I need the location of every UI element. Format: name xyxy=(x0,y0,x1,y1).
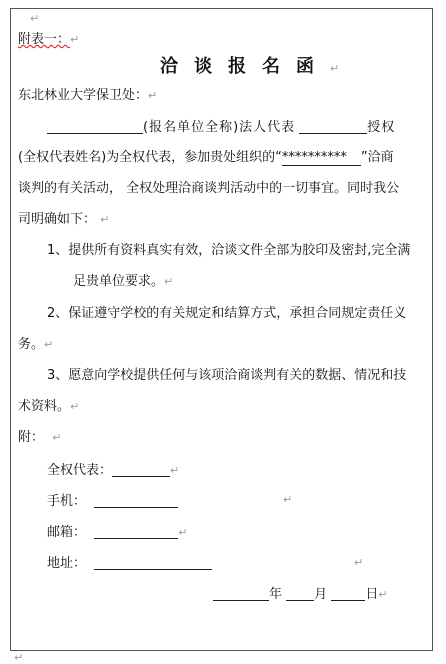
paragraph-mark: ↵ xyxy=(283,493,293,506)
title-line xyxy=(160,52,339,78)
appendix-label: 附： xyxy=(18,430,45,445)
paragraph-mark: ↵ xyxy=(70,400,80,413)
item-3-text: 术资料。 xyxy=(18,399,71,414)
paragraph-mark: ↵ xyxy=(44,338,54,351)
intro-part1: (报名单位全称)法人代表 xyxy=(143,120,296,135)
paragraph-mark: ↵ xyxy=(14,651,24,664)
item-2-line-2 xyxy=(18,337,53,352)
paragraph-mark: ↵ xyxy=(148,89,158,102)
year-label: 年 xyxy=(269,587,283,602)
paragraph-mark: ↵ xyxy=(170,464,180,477)
paragraph-mark: ↵ xyxy=(178,526,188,539)
salutation: 东北林业大学保卫处： xyxy=(18,88,149,103)
project-placeholder[interactable]: ********** xyxy=(282,150,361,166)
salutation-line xyxy=(18,88,157,103)
paragraph-mark: ↵ xyxy=(378,588,388,601)
intro-line-3: 谈判的有关活动， 全权处理洽商谈判活动中的一切事宜。同时我公 xyxy=(18,181,400,196)
month-label: 月 xyxy=(314,587,328,602)
intro-line4: 司明确如下： xyxy=(18,212,97,227)
intro-line2b: ”洽商 xyxy=(360,150,394,165)
intro-part2: 授权 xyxy=(367,120,396,135)
intro-line-2 xyxy=(18,150,394,165)
phone-blank[interactable] xyxy=(94,493,178,508)
paragraph-mark: ↵ xyxy=(30,12,40,25)
address-field xyxy=(47,555,212,571)
paragraph-mark: ↵ xyxy=(330,62,340,75)
item-1-line-2 xyxy=(73,274,173,289)
paragraph-mark: ↵ xyxy=(100,213,110,226)
year-blank[interactable] xyxy=(213,586,269,601)
intro-line-4 xyxy=(18,212,109,227)
item-3-line-2 xyxy=(18,399,79,414)
attachment-label: 附表一： xyxy=(18,32,71,47)
day-label: 日 xyxy=(365,587,379,602)
representative-blank[interactable] xyxy=(112,462,170,477)
address-label: 地址： xyxy=(47,556,87,571)
phone-field xyxy=(47,493,178,509)
attachment-label-line xyxy=(18,32,79,47)
appendix-line xyxy=(18,430,62,445)
date-line xyxy=(213,586,388,602)
document-title: 洽谈报名函 xyxy=(160,56,330,77)
item-1-text: 足贵单位要求。 xyxy=(73,274,165,289)
month-blank[interactable] xyxy=(286,586,314,601)
email-label: 邮箱： xyxy=(47,525,87,540)
representative-field xyxy=(47,462,179,478)
item-1-line-1: 1、提供所有资料真实有效，洽谈文件全部为胶印及密封,完全满 xyxy=(47,243,411,258)
unit-name-blank[interactable] xyxy=(47,119,143,134)
representative-label: 全权代表： xyxy=(47,463,113,478)
legal-rep-blank[interactable] xyxy=(299,119,367,134)
email-blank[interactable] xyxy=(94,524,178,539)
paragraph-mark: ↵ xyxy=(354,556,364,569)
item-2-line-1: 2、保证遵守学校的有关规定和结算方式，承担合同规定责任义 xyxy=(47,306,407,321)
item-3-line-1: 3、愿意向学校提供任何与该项洽商谈判有关的数据、情况和技 xyxy=(47,368,407,383)
intro-line2a: (全权代表姓名)为全权代表，参加贵处组织的“ xyxy=(18,150,282,165)
phone-label: 手机： xyxy=(47,494,87,509)
paragraph-mark: ↵ xyxy=(70,33,80,46)
item-2-text: 务。 xyxy=(18,337,45,352)
paragraph-mark: ↵ xyxy=(164,275,174,288)
address-blank[interactable] xyxy=(94,555,212,570)
day-blank[interactable] xyxy=(331,586,365,601)
paragraph-mark: ↵ xyxy=(52,431,62,444)
intro-line-1 xyxy=(47,119,395,135)
email-field xyxy=(47,524,188,540)
